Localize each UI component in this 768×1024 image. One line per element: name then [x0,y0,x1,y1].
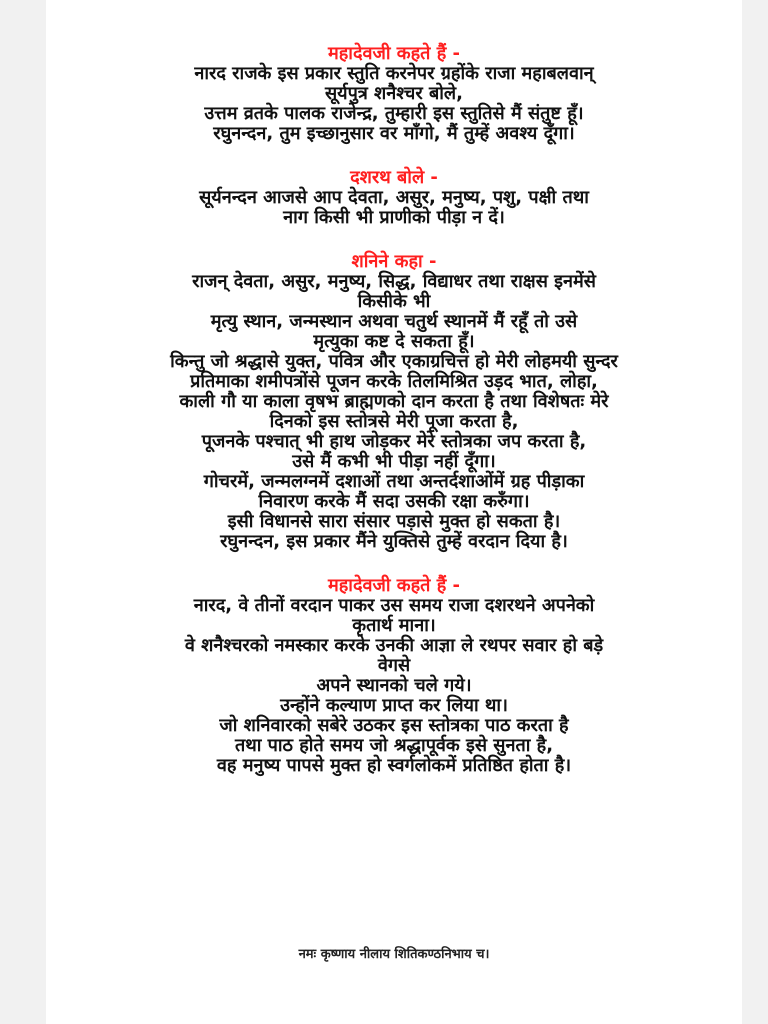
section-mahadev-2 [46,576,742,776]
section-heading: दशरथ बोले - [350,167,438,188]
right-margin-panel [742,0,768,1024]
verse-line: उन्होंने कल्याण प्राप्त कर लिया था। [280,695,508,716]
section-shani [46,252,742,552]
verse-line: रघुनन्दन, इस प्रकार मैंने युक्तिसे तुम्हें वरदान दिया है। [220,531,568,552]
verse-line: वेगसे [377,655,411,676]
verse-line: नारद, वे तीनों वरदान पाकर उस समय राजा दशरथने अपनेको [193,595,595,616]
section-heading: महादेवजी कहते हैं - [327,43,461,64]
verse-line: काली गौ या काला वृषभ ब्राह्मणको दान करता है तथा विशेषतः मेरे [179,391,609,412]
footer-verse: नमः कृष्णाय नीलाय शितिकण्ठनिभाय च। [298,947,490,962]
verse-line: रघुनन्दन, तुम इच्छानुसार वर माँगो, मैं तुम्हें अवश्य दूँगा। [213,123,575,144]
verse-line: राजन् देवता, असुर, मनुष्य, सिद्ध, विद्याधर तथा राक्षस इनमेंसे [192,271,596,292]
section-spacer [46,552,742,574]
verse-line: सूर्यपुत्र शनैश्चर बोले, [325,83,463,104]
verse-line: गोचरमें, जन्मलग्नमें दशाओं तथा अन्तर्दशाओंमें ग्रह पीड़ाका [203,471,585,492]
section-dasharath [46,168,742,228]
left-margin-panel [0,0,46,1024]
verse-line: नाग किसी भी प्राणीको पीड़ा न दें। [283,207,505,228]
verse-line: दिनको इस स्तोत्रसे मेरी पूजा करता है, [269,411,519,432]
stotra-text-block [46,42,742,972]
section-heading: महादेवजी कहते हैं - [327,575,461,596]
verse-line: उसे मैं कभी भी पीड़ा नहीं दूँगा। [292,451,496,472]
section-spacer [46,144,742,166]
verse-line: वे शनैश्चरको नमस्कार करके उनकी आज्ञा ले रथपर सवार हो बड़े [184,635,604,656]
verse-line: मृत्युका कष्ट दे सकता हूँ। [313,331,475,352]
verse-line: तथा पाठ होते समय जो श्रद्धापूर्वक इसे सुनता है, [234,735,554,756]
verse-line: नारद राजके इस प्रकार स्तुति करनेपर ग्रहोंके राजा महाबलवान् [194,63,594,84]
verse-line: उत्तम व्रतके पालक राजेन्द्र, तुम्हारी इस स्तुतिसे मैं संतुष्ट हूँ। [204,103,584,124]
section-heading: शनिने कहा - [351,251,437,272]
verse-line: मृत्यु स्थान, जन्मस्थान अथवा चतुर्थ स्थानमें मैं रहूँ तो उसे [210,311,578,332]
verse-line: किन्तु जो श्रद्धासे युक्त, पवित्र और एकाग्रचित्त हो मेरी लोहमयी सुन्दर [170,351,618,372]
verse-line: वह मनुष्य पापसे मुक्त हो स्वर्गलोकमें प्रतिष्ठित होता है। [216,755,572,776]
verse-line: सूर्यनन्दन आजसे आप देवता, असुर, मनुष्य, पशु, पक्षी तथा [199,187,589,208]
verse-line: प्रतिमाका शमीपत्रोंसे पूजन करके तिलमिश्रित उड़द भात, लोहा, [190,371,598,392]
section-spacer [46,228,742,250]
verse-line: इसी विधानसे सारा संसार पड़ासे मुक्त हो सकता है। [227,511,561,532]
verse-line: पूजनके पश्चात् भी हाथ जोड़कर मेरे स्तोत्रका जप करता है, [201,431,587,452]
verse-line: कृतार्थ माना। [352,615,436,636]
verse-line: किसीके भी [357,291,431,312]
verse-line: जो शनिवारको सबेरे उठकर इस स्तोत्रका पाठ करता है [219,715,569,736]
section-mahadev-1 [46,44,742,144]
verse-line: निवारण करके मैं सदा उसकी रक्षा करुँगा। [258,491,530,512]
verse-line: अपने स्थानको चले गये। [316,675,472,696]
